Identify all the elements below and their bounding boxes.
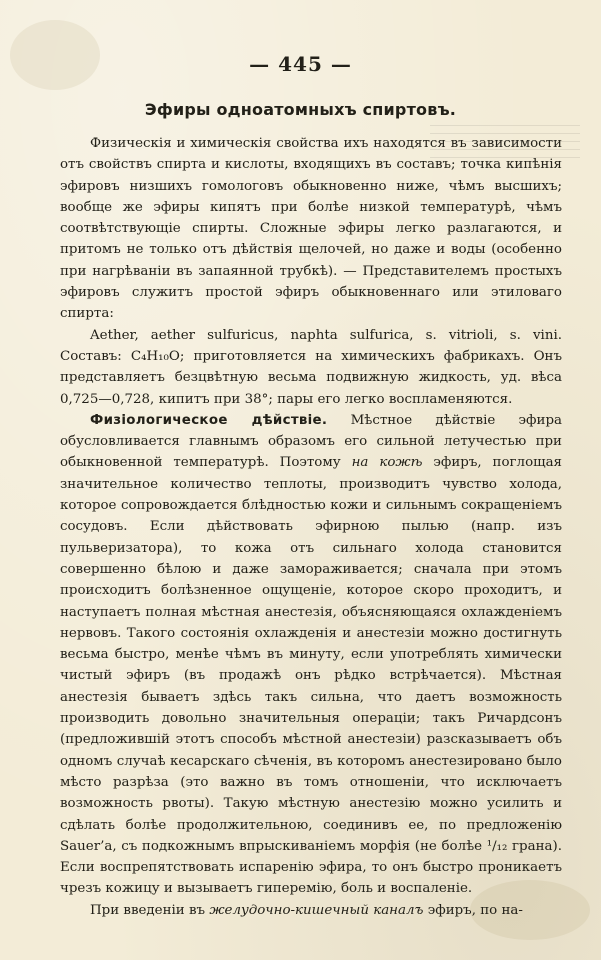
paragraph [60, 410, 562, 900]
paragraph [60, 133, 562, 325]
page-number: — 445 — [249, 52, 352, 76]
section-title: Эфиры одноатомныхъ спиртовъ. [144, 100, 457, 119]
emphasis-text: желудочно-кишечный каналъ [209, 902, 424, 918]
paragraph [60, 325, 562, 410]
emphasis-text: на кожѣ [351, 455, 423, 471]
text-run: эфиръ, по на- [423, 902, 523, 918]
paragraph [60, 900, 562, 921]
text-run: Aether, aether sulfuricus, naphta sulfurica, s. vitrioli, s. vini. Составъ: C₄H₁₀O; приготовляется на химическихъ фабрикахъ. Онъ представляетъ безцвѣтную весьма подвижную жидкость, уд. вѣса 0,725—0,728, кипитъ при 38°; пары его легко воспламеняются. [60, 327, 562, 407]
text-run: эфиръ, поглощая значительное количество теплоты, производитъ чувство холода, которое сопровождается блѣдностью кожи и сильнымъ сокращеніемъ сосудовъ. Если дѣйствовать эфирною пылью (напр. изъ пульверизатора), то кожа отъ сильнаго холода становится совершенно бѣлою и даже замораживается; сначала при этомъ происходитъ болѣзненное ощущеніе, которое скоро проходитъ, и наступаетъ полная мѣстная анестезія, объясняющаяся охлажденіемъ нервовъ. Такого состоянія охлажденія и анестезіи можно достигнуть весьма быстро, менѣе чѣмъ въ минуту, если употреблять химически чистый эфиръ (въ продажѣ онъ рѣдко встрѣчается). Мѣстная анестезія бываетъ здѣсь такъ сильна, что даетъ возможность производить довольно значительныя операціи; такъ Ричардсонъ (предложившій этотъ способъ мѣстной анестезіи) разсказываетъ объ одномъ случаѣ кесарскаго сѣченія, въ которомъ анестезировано было мѣсто разрѣза (это важно въ томъ отношеніи, что исключаетъ возможность рвоты). Такую мѣстную анестезію можно усилить и сдѣлать болѣе продолжительною, соединивъ ее, по предложенію Sauer’a, съ подкожнымъ впрыскиваніемъ морфія (не болѣе ¹/₁₂ грана). Если воспрепятствовать испаренію эфира, то онъ быстро проникаетъ чрезъ кожицу и вызываетъ гиперемію, боль и воспаленіе. [60, 455, 563, 897]
text-run: При введеніи въ [90, 902, 210, 918]
text-run: Мѣстное дѣйствіе эфира обусловливается главнымъ образомъ его сильной летучестью при обыкновенной температурѣ. Поэтому [60, 412, 563, 471]
paragraph-heading: Физіологическое дѣйствіе. [90, 412, 328, 428]
body-text [60, 133, 562, 921]
text-run: Физическія и химическія свойства ихъ находятся въ зависимости отъ свойствъ спирта и кислоты, входящихъ въ составъ; точка кипѣнія эфировъ низшихъ гомологовъ обыкновенно ниже, чѣмъ высшихъ; вообще же эфиры кипятъ при болѣе низкой температурѣ, чѣмъ соотвѣтствующіе спирты. Сложные эфиры легко разлагаются, и притомъ не только отъ дѣйствія щелочей, но даже и воды (особенно при нагрѣваніи въ запаянной трубкѣ). — Представителемъ простыхъ эфировъ служитъ простой эфиръ обыкновеннаго или этиловаго спирта: [60, 136, 562, 322]
